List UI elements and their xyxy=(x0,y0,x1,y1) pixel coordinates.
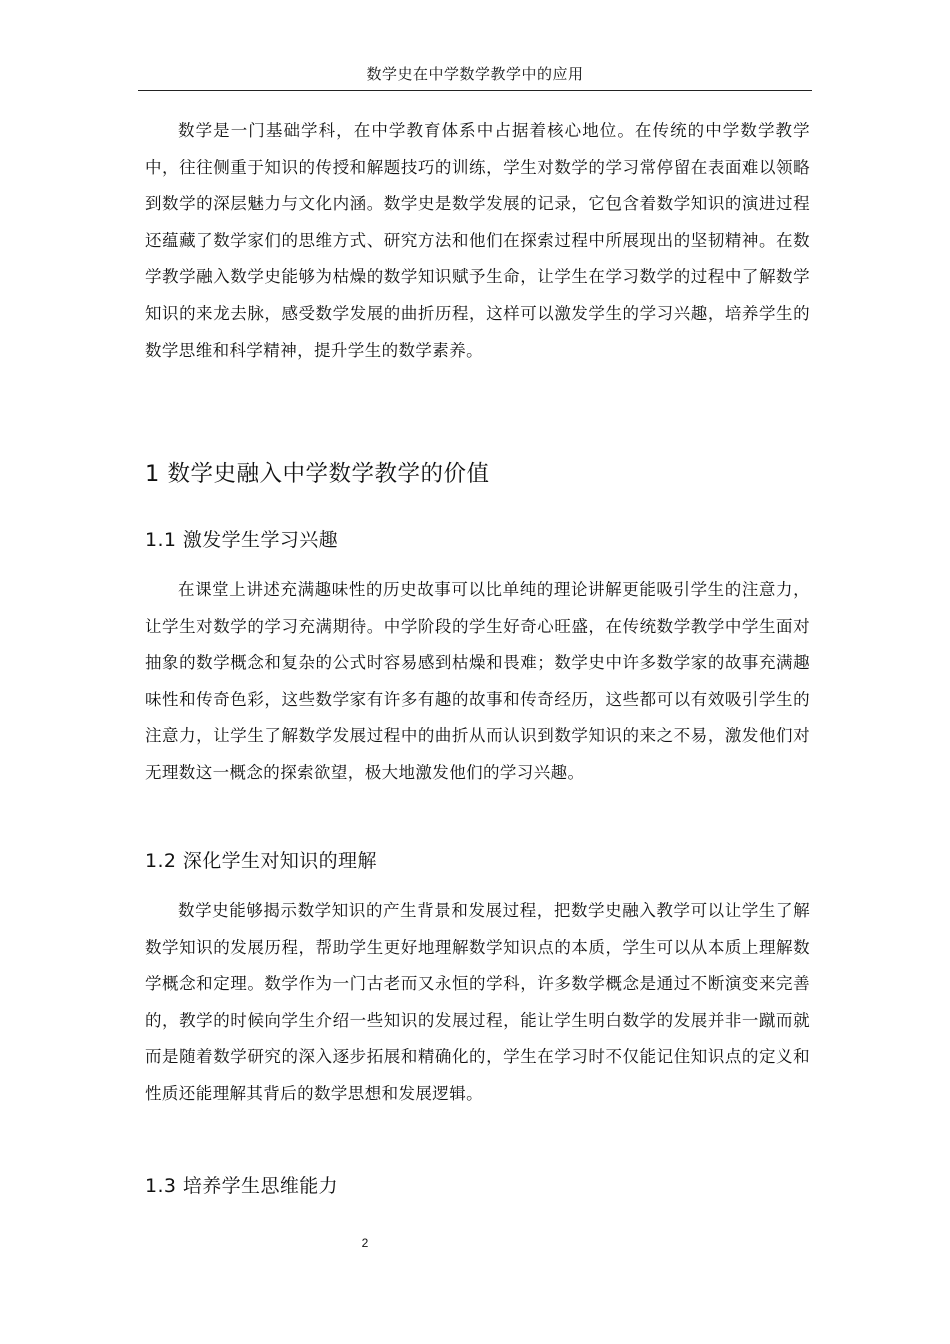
subsection-paragraph-1-2: 数学史能够揭示数学知识的产生背景和发展过程，把数学史融入教学可以让学生了解数学知识的发展历程，帮助学生更好地理解数学知识点的本质，学生可以从本质上理解数学概念和定理。数学作为一门古老而又永恒的学科，许多数学概念是通过不断演变来完善的，教学的时候向学生介绍一些知识的发展过程，能让学生明白数学的发展并非一蹴而就而是随着数学研究的深入逐步拓展和精确化的，学生在学习时不仅能记住知识点的定义和性质还能理解其背后的数学思想和发展逻辑。 xyxy=(145,901,810,1103)
subsection-heading-1-2: 1.2 深化学生对知识的理解 xyxy=(145,850,377,872)
intro-paragraph: 数学是一门基础学科，在中学教育体系中占据着核心地位。在传统的中学数学教学中，往往侧重于知识的传授和解题技巧的训练，学生对数学的学习常停留在表面难以领略到数学的深层魅力与文化内涵。数学史是数学发展的记录，它包含着数学知识的演进过程还蕴藏了数学家们的思维方式、研究方法和他们在探索过程中所展现出的坚韧精神。在数学教学融入数学史能够为枯燥的数学知识赋予生命，让学生在学习数学的过程中了解数学知识的来龙去脉，感受数学发展的曲折历程，这样可以激发学生的学习兴趣，培养学生的数学思维和科学精神，提升学生的数学素养。 xyxy=(145,121,810,360)
subsection-paragraph-1-1: 在课堂上讲述充满趣味性的历史故事可以比单纯的理论讲解更能吸引学生的注意力，让学生对数学的学习充满期待。中学阶段的学生好奇心旺盛，在传统数学教学中学生面对抽象的数学概念和复杂的公式时容易感到枯燥和畏难；数学史中许多数学家的故事充满趣味性和传奇色彩，这些数学家有许多有趣的故事和传奇经历，这些都可以有效吸引学生的注意力，让学生了解数学发展过程中的曲折从而认识到数学知识的来之不易，激发他们对无理数这一概念的探索欲望，极大地激发他们的学习兴趣。 xyxy=(145,580,810,782)
subsection-heading-1-3: 1.3 培养学生思维能力 xyxy=(145,1175,339,1197)
section-heading: 1 数学史融入中学数学教学的价值 xyxy=(145,461,490,487)
subsection-heading-1-1: 1.1 激发学生学习兴趣 xyxy=(145,529,339,551)
header-rule xyxy=(138,90,812,91)
running-header: 数学史在中学数学教学中的应用 xyxy=(366,65,584,83)
page-number: 2 xyxy=(361,1236,369,1250)
